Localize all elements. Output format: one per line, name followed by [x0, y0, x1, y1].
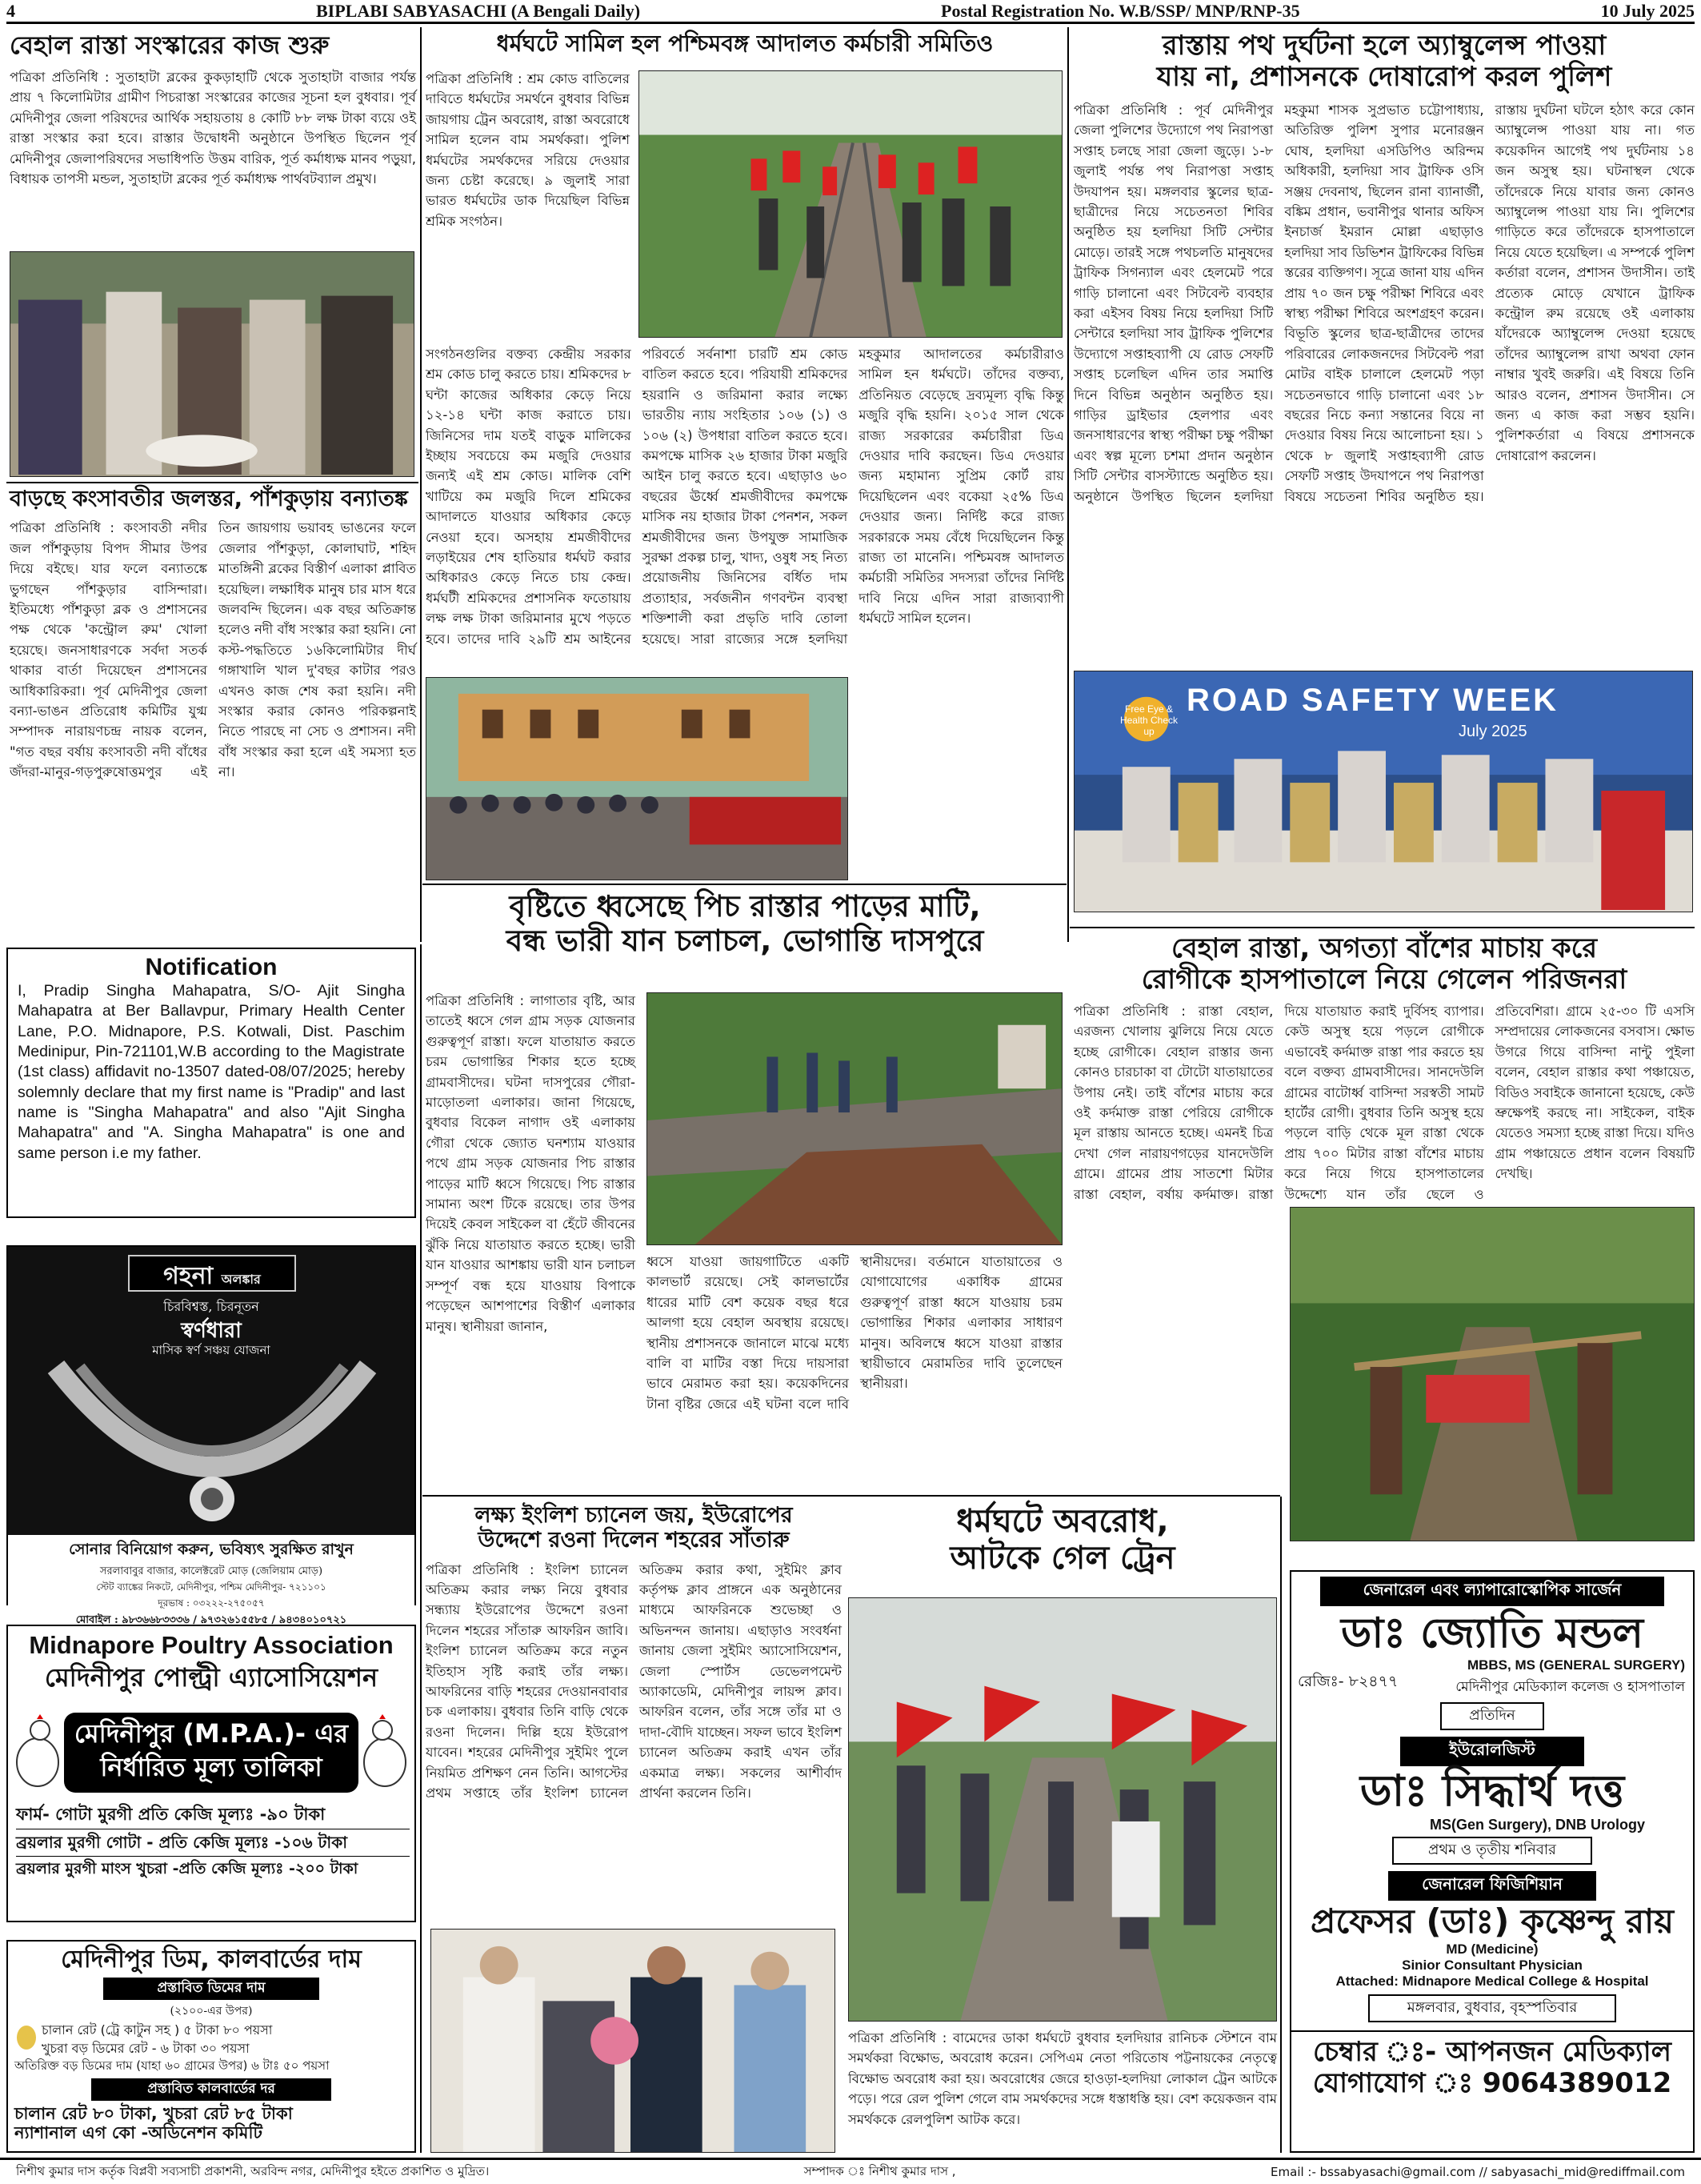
doctor-3-attached: Attached: Midnapore Medical College & Hospital — [1335, 1973, 1649, 1989]
article-body: পত্রিকা প্রতিনিধি : পূর্ব মেদিনীপুর জেলা পুলিশের উদ্যোগে পথ নিরাপত্তা সপ্তাহ চলছে সারা জেলা জুড়ে। ১-৮ জুলাই পর্যন্ত পথ নিরাপত্তা সপ্তাহ উদযাপন হয়। মঙ্গলবার স্কুলের ছাত্র-ছাত্রীদের নিয়ে সচেতনতা শিবির অনুষ্ঠিত হয় হলদিয়া সিটি সেন্টার মোড়ে। তারই সঙ্গে পথচলতি মানুষদের ট্রাফিক সিগন্যাল এবং হেলমেট পরে গাড়ি চালানো এবং সিটবেল্ট ব্যবহার করা এইসব বিষয় নিয়ে হলদিয়া সিটি সেন্টারে হলদিয়া সাব ট্রাফিক পুলিশের উদ্যোগে সপ্তাহব্যাপী যে রোড সেফটি সপ্তাহ চলেছিল এদিন তার সমাপ্তি দিনে বিভিন্ন অনুষ্ঠান অনুষ্ঠিত হয়। গাড়ির ড্রাইভার হেলপার এবং জনসাধারণের স্বাস্থ্য পরীক্ষা চক্ষু পরীক্ষা এবং স্বল্প মূল্যে চশমা প্রদান অনুষ্ঠান সিটি সেন্টার বাসস্ট্যান্ডে অনুষ্ঠিত হয়। অনুষ্ঠানে উপস্থিত ছিলেন হলদিয়া মহকুমা শাসক সুপ্রভাত চট্টোপাধ্যায়, অতিরিক্ত পুলিশ সুপার মনোরঞ্জন ঘোষ, হলদিয়া এসডিপিও অরিন্দম অধিকারী, হলদিয়া সাব ট্রাফিক ওসি সঞ্জয় দেবনাথ, ছিলেন রানা ব্যানার্জী, বঙ্কিম প্রধান, ভবানীপুর থানার অফিস ইনচার্জ ইমরান মোল্লা এছাড়াও হলদিয়া সাব ডিভিশন ট্রাফিকের বিভিন্ন স্তরের ব্যক্তিগণ। সূত্রে জানা যায় এদিন প্রায় ৭০ জন চক্ষু পরীক্ষা শিবিরে এবং স্বাস্থ্য পরীক্ষা শিবিরে অংশগ্রহণ করেন। বিভূতি স্কুলের ছাত্র-ছাত্রীদের তাদের পরিবারের লোকজনদের সিটবেল্ট পরা মোটর বাইক চালালে হেলমেট পড়া সচেতনভাবে গাড়ি চালানো এবং ১৮ বছরের নিচে কন্যা সন্তানের বিয়ে না দেওয়ার বিষয় নিয়ে আলোচনা হয়। ১ থেকে ৮ জুলাই সপ্তাহব্যাপী রোড সেফটি সপ্তাহ উদযাপনে পথ নিরাপত্তা বিষয়ে সচেতনা শিবির অনুষ্ঠিত হয়। রাস্তায় দুর্ঘটনা ঘটলে হঠাৎ করে কোন অ্যাম্বুলেন্স পাওয়া যায় না। গত কয়েকদিন আগেই পথ দুর্ঘটনায় ১৪ জন অসুস্থ হয়। ঘটনাস্থল থেকে তাঁদেরকে নিয়ে যাবার জন্য কোনও অ্যাম্বুলেন্স পাওয়া যায় নি। পুলিশের গাড়িতে করে তাঁদেরকে হাসপাতালে নিয়ে যেতে হয়েছিল। এ সম্পর্কে পুলিশ কর্তারা বলেন, প্রশাসন উদাসীন। তাই প্রত্যেক মোড়ে যেখানে ট্রাফিক কন্ট্রোল রুম রয়েছে ওই এলাকায় যাঁদেরকে অ্যাম্বুলেন্স দেওয়া হয়েছে তাঁদের অ্যাম্বুলেন্স রাখা অথবা ফোন নাম্বার খুবই জরুরি। এই বিষয়ে তিনি আরও বলেন, প্রশাসন উদাসীন। সে জন্য এ কাজ করা সম্ভব হয়নি। পুলিশকর্তারা এ বিষয়ে প্রশাসনকে দোষারোপ করলেন। — [1074, 102, 1695, 504]
masthead — [6, 0, 1695, 24]
postal-registration: Postal Registration No. W.B/SSP/ MNP/RNP-35 — [941, 0, 1300, 21]
ad-footer — [8, 1535, 414, 1626]
banner-title: ROAD SAFETY WEEK — [1187, 683, 1559, 718]
headline-line-1: বেহাল রাস্তা, অগত্যা বাঁশের মাচায় করে — [1171, 932, 1598, 964]
doctor-2-degree: MS(Gen Surgery), DNB Urology — [1429, 1816, 1645, 1833]
necklace-image — [24, 1359, 400, 1527]
article-swimmer — [426, 1503, 842, 1927]
poultry-price-box — [6, 1625, 416, 1922]
section-rule — [6, 482, 418, 483]
ad-phone: দূরভাষ : ০৩২২২-২৭৫০৫৭ — [158, 1597, 265, 1609]
doctor-1-degree: MBBS, MS (GENERAL SURGERY) — [1467, 1657, 1685, 1673]
egg-subheading: প্রস্তাবিত ডিমের দাম — [103, 1978, 319, 2000]
headline: বেহাল রাস্তা সংস্কারের কাজ শুরু — [10, 31, 330, 60]
section-rule — [422, 884, 1067, 885]
headline-line-2: বন্ধ ভারী যান চলাচল, ভোগান্তি দাসপুরে — [506, 923, 984, 958]
ad-mobile: মোবাইল : ৯৮৩৬৬৮৩৩৩৬ / ৯৭৩২৬১৫৫৮৫ / ৯৪৩৪০১০৭২১ — [75, 1614, 347, 1626]
headline-line-1: বৃষ্টিতে ধ্বসেছে পিচ রাস্তার পাড়ের মাটি, — [509, 889, 981, 924]
column-rule — [420, 944, 422, 2153]
photo-railway-protest — [638, 70, 1063, 338]
headline-line-2: আটকে গেল ট্রেন — [950, 1540, 1175, 1577]
egg-title: মেদিনীপুর ডিম, কালবার্ডের দাম — [61, 1946, 362, 1974]
doctor-3-days: মঙ্গলবার, বুধবার, বৃহস্পতিবার — [1368, 1994, 1616, 2022]
egg-rate-1: চালান রেট (ট্রে কাটুন সহ ) ৫ টাকা ৮০ পয়সা — [42, 2022, 273, 2038]
article-lead: পত্রিকা প্রতিনিধি : শ্রম কোড বাতিলের দাবিতে ধর্মঘটের সমর্থনে বুধবার বিভিন্ন জায়গায় ট্রেন অবরোধ, রাস্তা অবরোধে সামিল হলেন বাম সমর্থকরা। পুলিশ ধর্মঘটের সমর্থকদের সরিয়ে দেওয়ার জন্য চেষ্টা করেছে। ৯ জুলাই সারা ভারত ধর্মঘটের ডাক দিয়েছিল বিভিন্ন শ্রমিক সংগঠন। — [426, 71, 630, 229]
jewellery-ad — [6, 1245, 416, 1626]
egg-committee: ন্যাশানাল এগ কো -অডিনেশন কমিটি — [14, 2123, 262, 2143]
headline-line-2: রোগীকে হাসপাতালে নিয়ে গেলেন পরিজনরা — [1141, 964, 1627, 996]
article-body: পত্রিকা প্রতিনিধি : বামেদের ডাকা ধর্মঘটে বুধবার হলদিয়ার রানিচক স্টেশনে বাম সমর্থকরা বিক্ষোভ, অবরোধ করেন। সেপিএম নেতা পরিতোষ পট্টনায়কের নেতৃত্বে বিক্ষোভ অবরোধ করা হয়। অবরোধের জেরে হাওড়া-হলদিয়া লোকাল ট্রেন আটকে পড়ে। পরে রেল পুলিশ গেলে বাম সমর্থকদের সঙ্গে ধস্তাধস্তি হয়। বেশ কয়েকজন বাম সমর্থককে রেলপুলিশ আটক করে। — [848, 2030, 1277, 2127]
paper-name: BIPLABI SABYASACHI (A Bengali Daily) — [316, 0, 641, 21]
photo-swimmer-felicitation — [430, 1929, 835, 2153]
article-body: পত্রিকা প্রতিনিধি : রাস্তা বেহাল, এরজন্য খোলায় ঝুলিয়ে নিয়ে যেতে হচ্ছে রোগীকে। বেহাল রাস্তার জন্য কোনও চারচাকা বা টোটো যাতায়াতের উপায় নেই। তাই বাঁশের মাচায় করে ওই কর্দমাক্ত রাস্তা পেরিয়ে রোগীকে মূল রাস্তায় আনতে হচ্ছে। এমনই চিত্র দেখা গেল নারায়ণগড়ের যানদেউলি গ্রামে। গ্রামের প্রায় সাতশো মিটার রাস্তা বেহাল, বর্ষায় কর্দমাক্ত। রাস্তা দিয়ে যাতায়াত করাই দুর্বিসহ ব্যাপার। কেউ অসুস্থ হয়ে পড়লে রোগীকে এভাবেই কর্দমাক্ত রাস্তা পার করতে হয় বলে বক্তব্য গ্রামবাসীদের। সানদেউলি গ্রামের বাটোর্ধ্ব বাসিন্দা সরস্বতী সামট হার্টের রোগী। বুধবার তিনি অসুস্থ হয়ে পড়লে বাড়ি থেকে মূল রাস্তা থেকে প্রায় ৭০০ মিটার রাস্তা বাঁশের মাচায় করে নিয়ে গিয়ে হাসপাতালের উদ্দেশ্যে যান তাঁর ছেলে ও প্রতিবেশিরা। গ্রামে ২৫-৩০ টি এসসি সম্প্রদায়ের লোকজনের বসবাস। ক্ষোভ উগরে গিয়ে বাসিন্দা নান্টু পুইলা বলেন, বেহাল রাস্তার কথা পঞ্চায়েত, বিডিও সবাইকে জানানো হয়েছে, কেউ ভ্রুক্ষেপই করছে না। সাইকেল, বাইক যেতেও সমস্যা হচ্ছে রাস্তা দিয়ে। যদিও গ্রাম পঞ্চায়েতে প্রধান বলেন বিষয়টি দেখছি। — [1074, 1003, 1695, 1202]
doctor-1-specialty: জেনারেল এবং ল্যাপারোস্কোপিক সার্জেন — [1320, 1577, 1664, 1606]
photo-landslide — [646, 992, 1063, 1245]
photo-inauguration — [10, 251, 414, 477]
article-body: সংগঠনগুলির বক্তব্য কেন্দ্রীয় সরকার শ্রম কোড চালু করতে চায়। শ্রমিকদের ৮ ঘন্টা কাজের অধিকার কেড়ে নিয়ে ১২-১৪ ঘন্টা কাজ করাতে চায়। জিনিসের দাম যতই বাড়ুক মালিকের ইচ্ছায় সবচেয়ে কম মজুরি দেওয়ার জন্যই এই শ্রম কোড। মালিক বেশি খাটিয়ে কম মজুরি দিলে শ্রমিকের আদালতে যাওয়ার অধিকার কেড়ে নেওয়া হবে। অসহায় শ্রমজীবীদের লড়াইয়ের শেষ হাতিয়ার ধর্মঘট করার অধিকারও কেড়ে নিতে চায় কেন্দ্র। ধর্মঘটী শ্রমিকদের প্রশাসনিক ফতোয়ায় লক্ষ লক্ষ টাকা জরিমানার মুখে পড়তে হবে। তাদের দাবি ২৯টি শ্রম আইনের পরিবর্তে সর্বনাশা চারটি শ্রম কোড বাতিল করতে হবে। পরিযায়ী শ্রমিকদের হয়রানি ও জরিমানা করার লক্ষ্যে ভারতীয় ন্যায় সংহিতার ১০৬ (১) ও ১০৬ (২) উপধারা বাতিল করতে হবে। কমপক্ষে মাসিক ২৬ হাজার টাকা মজুরি আইন চালু করতে হবে। এছাড়াও ৬০ বছরের ঊর্ধ্বে শ্রমজীবীদের কমপক্ষে মাসিক নয় হাজার টাকা পেনশন, সকল শ্রমজীবীদের জন্য উপযুক্ত সামাজিক সুরক্ষা প্রকল্প চালু, খাদ্য, ওষুধ সহ নিত্য প্রয়োজনীয় জিনিসের বর্ধিত দাম প্রত্যাহার, সর্বজনীন গণবন্টন ব্যবস্থা শক্তিশালী করা প্রভৃতি দাবি তোলা হয়েছে। সারা রাজ্যের সঙ্গে হলদিয়া মহকুমার আদালতের কর্মচারীরাও সামিল হন ধর্মঘটে। তাঁদের বক্তব্য, প্রতিনিয়ত বেড়েছে দ্রব্যমূল্য বৃদ্ধি কিন্তু মজুরি বৃদ্ধি হয়নি। ২০১৫ সাল থেকে রাজ্য সরকারের কর্মচারীরা ডিএ দেওয়ার দাবি করছেন। ডিএ দেওয়ার জন্য মহামান্য সুপ্রিম কোর্ট রায় দিয়েছিলেন এবং বকেয়া ২৫% ডিএ দেওয়ার জন্য। নির্দিষ্ট করে রাজ্য সরকারকে সময় বেঁধে দিয়েছিলেন কিন্তু রাজ্য তা মানেনি। পশ্চিমবঙ্গ আদালত কর্মচারী সমিতির সদস্যরা তাঁদের নির্দিষ্ট দাবি নিয়ে এদিন সারা রাজ্যব্যাপী ধর্মঘটে সামিল হলেন। — [426, 347, 1064, 647]
column-rule — [1067, 27, 1069, 942]
section-rule — [1070, 927, 1695, 928]
section-rule — [422, 1495, 1280, 1497]
doctor-2-name: ডাঃ সিদ্ধার্থ দত্ত — [1359, 1765, 1625, 1817]
ad-scheme-name: স্বর্ণধারা — [181, 1319, 242, 1343]
ad-brand-logo: গহনা অলঙ্কার — [128, 1255, 296, 1292]
hen-icon — [360, 1713, 410, 1793]
doctor-3-name: প্রফেসর (ডাঃ) কৃষ্ণেন্দু রায় — [1311, 1901, 1674, 1941]
rate-farm: ফার্ম- গোটা মুরগী প্রতি কেজি মূল্যঃ -৯০ টাকা — [16, 1801, 410, 1829]
email-line: Email :- bssabyasachi@gmail.com // sabyasachi_mid@rediffmail.com — [1271, 2165, 1685, 2179]
doctor-3-degree: MD (Medicine) — [1446, 1941, 1539, 1957]
ad-scheme-subtitle: মাসিক স্বর্ণ সঞ্চয় যোজনা — [152, 1343, 270, 1357]
ad-address-2: স্টেট ব্যাঙ্কের নিকটে, মেদিনীপুর, পশ্চিম মেদিনীপুর- ৭২১১০১ — [96, 1581, 326, 1593]
banner-checkup: Free Eye & Health Check up — [1119, 703, 1179, 737]
editor-line: সম্পাদক ঃ নিশীথ কুমার দাস , — [803, 2163, 956, 2178]
headline-line-2: যায় না, প্রশাসনকে দোষারোপ করল পুলিশ — [1156, 61, 1612, 94]
headline-line-1: রাস্তায় পথ দুর্ঘটনা হলে অ্যাম্বুলেন্স পাওয়া — [1162, 30, 1607, 62]
ad-tagline: চিরবিশ্বস্ত, চিরনূতন — [163, 1299, 259, 1314]
chamber-contact: যোগাযোগ ঃ 9064389012 — [1312, 2067, 1672, 2100]
doctor-1-reg: রেজিঃ- ৮২৪৭৭ — [1298, 1673, 1399, 1691]
rate-broiler-meat: ব্রয়লার মুরগী মাংস খুচরা -প্রতি কেজি মূল্যঃ -২০০ টাকা — [16, 1859, 358, 1877]
doctor-1-institution: মেদিনীপুর মেডিক্যাল কলেজ ও হাসপাতাল — [1455, 1679, 1685, 1696]
article-body: পত্রিকা প্রতিনিধি : ইংলিশ চ্যানেল অতিক্রম করার লক্ষ্য নিয়ে বুধবার সন্ধ্যায় ইউরোপের উদ্দেশে রওনা দিলেন শহরের সাঁতারু আফরিন জাবি। ইংলিশ চ্যানেল অতিক্রম করে নতুন ইতিহাস সৃষ্টি করাই তাঁর লক্ষ্য। আফরিনের বাড়ি শহরের দেওয়ানবাবার চক এলাকায়। বুধবার তিনি বাড়ি থেকে রওনা দিলেন। দিল্লি হয়ে ইউরোপ যাবেন। শহরের মেদিনীপুর সুইমিং পুলে নিয়মিত প্রশিক্ষণ নেন তিনি। আগস্টের প্রথম সপ্তাহে তাঁর ইংলিশ চ্যানেল অতিক্রম করার কথা, সুইমিং ক্লাব কর্তৃপক্ষ ক্লাব প্রাঙ্গনে এক অনুষ্ঠানের মাধ্যমে আফরিনকে শুভেচ্ছা ও অভিনন্দন জানায়। এছাড়াও সংবর্ধনা জানায় জেলা সুইমিং অ্যাসোসিয়েশন, জেলা স্পোর্টস ডেভেলপমেন্ট অ্যাকাডেমি, মেদিনীপুর লায়ন্স ক্লাব। আফরিন বলেন, তাঁর সঙ্গে তাঁর মা ও দাদা-বৌদি যাচ্ছেন। সফল ভাবে ইংলিশ চ্যানেল অতিক্রম করাই এখন তাঁর একমাত্র লক্ষ্য। সকলের আশীর্বাদ প্রার্থনা করলেন তিনি। — [426, 1561, 842, 1801]
egg-rate-3: অতিরিক্ত বড় ডিমের দাম (যাহা ৬০ গ্রামের উপর) ৬ টাঃ ৫০ পয়সা — [14, 2058, 330, 2074]
doctor-3-specialty: জেনারেল ফিজিশিয়ান — [1388, 1871, 1596, 1901]
poultry-banner: মেদিনীপুর (M.P.A.)- এর নির্ধারিত মূল্য তালিকা — [64, 1713, 358, 1793]
headline-line-2: উদ্দেশে রওনা দিলেন শহরের সাঁতারু — [478, 1528, 790, 1553]
notification-title: Notification — [145, 954, 278, 980]
publisher-line: নিশীথ কুমার দাস কর্তৃক বিপ্লবী সব্যসাচী প্রকাশনী, অরবিন্দ নগর, মেদিনীপুর হইতে প্রকাশিত ও মুদ্রিত। — [16, 2163, 490, 2178]
kalbird-subheading: প্রস্তাবিত কালবার্ডের দর — [91, 2078, 331, 2101]
doctor-3-role: Sinior Consultant Physician — [1402, 1957, 1583, 1973]
photo-train-blockade — [848, 1597, 1277, 2022]
banner-dates: July 2025 — [1459, 723, 1527, 740]
article-body: পত্রিকা প্রতিনিধি : সুতাহাটা ব্লকের কুকড়াহাটি থেকে সুতাহাটা বাজার পর্যন্ত প্রায় ৭ কিলোমিটার গ্রামীণ পিচরাস্তা সংস্কারের কাজের সূচনা হল বুধবার। পূর্ব মেদিনীপুর জেলা পরিষদের আর্থিক সহায়তায় ৪ কোটি ৮৮ লক্ষ টাকা ব্যয়ে ওই রাস্তা সংস্কার করা হবে। রাস্তার উদ্বোধনী অনুষ্ঠানে উপস্থিত ছিলেন পূর্ব মেদিনীপুর জেলাপরিষদের সভাধিপতি উত্তম বারিক, পূর্ত কর্মাধ্যক্ষ মানব পড়ুয়া, বিধায়ক তাপসী মন্ডল, সুতাহাটা ব্লকের পূর্ত কর্মাধ্যক্ষ পার্থবটব্যাল প্রমুখ। — [10, 69, 416, 186]
issue-date: 10 July 2025 — [1600, 0, 1695, 21]
notification-body: I, Pradip Singha Mahapatra, S/O- Ajit Singha Mahapatra at Ber Ballavpur, Primary Health Center Lane, P.O. Midnapore, P.S. Kotwali, Dist. Paschim Medinipur, Pin-721101,W.B according to the Magistrate (1st class) affidavit no-13507 dated-08/07/2025; hereby solemnly declare that my first name is "Pradip" and last name is "Singha Mahapatra" and also "Ajit Singha Mahapatra" and "A. Singha Mahapatra" is one and same person i.e my father. — [18, 982, 405, 1162]
page-footer — [0, 2158, 1701, 2184]
article-body-col1: পত্রিকা প্রতিনিধি : লাগাতার বৃষ্টি, আর তাতেই ধ্বসে গেল গ্রাম সড়ক যোজনার গুরুত্বপূর্ণ রাস্তা। ফলে যাতায়াত করতে চরম ভোগান্তির শিকার হতে হচ্ছে গ্রামবাসীদের। ঘটনা দাসপুরের গৌরা-মাড়োতলা এলাকার। জানা গিয়েছে, বুধবার বিকেল নাগাদ ওই এলাকায় গৌরা থেকে জ্যোত ঘনশ্যাম যাওয়ার পথে গ্রাম সড়ক যোজনার পিচ রাস্তার পাড়ের মাটি ধ্বসে গিয়েছে। পিচ রাস্তার সামান্য অংশ টিকে রয়েছে। তার উপর দিয়েই কেবল সাইকেল বা হেঁটে জীবনের ঝুঁকি নিয়ে যাতায়াত করতে হচ্ছে। ভারী যান যাওয়ার আশঙ্কায় ভারী যান চলাচল সম্পূর্ণ বন্ধ হয়ে যাওয়ায় বিপাকে পড়েছেন আশপাশের বিস্তীর্ণ এলাকার মানুষ। স্থানীয়রা জানান, — [426, 993, 635, 1334]
doctor-1-name: ডাঃ জ্যোতি মন্ডল — [1340, 1609, 1644, 1657]
headline-line-1: ধর্মঘটে অবরোধ, — [956, 1503, 1169, 1540]
article-road-repair — [10, 32, 416, 250]
chamber-name: চেম্বার ঃ- আপনজন মেডিক্যাল — [1291, 2030, 1693, 2068]
egg-note: (২১০০-এর উপর) — [170, 2004, 253, 2018]
article-flood-alert — [10, 487, 416, 940]
doctors-ad — [1290, 1570, 1695, 2153]
doctor-2-days: প্রথম ও তৃতীয় শনিবার — [1392, 1837, 1592, 1865]
photo-road-safety-week — [1074, 671, 1693, 912]
doctor-2-specialty: ইউরোলজিস্ট — [1400, 1737, 1584, 1766]
photo-patient-carried — [1290, 1207, 1695, 1541]
poultry-rates — [16, 1801, 410, 1881]
egg-price-box — [6, 1940, 416, 2153]
column-rule — [1280, 1497, 1282, 2153]
article-body-col2: ধ্বসে যাওয়া জায়গাটিতে একটি কালভার্ট রয়েছে। সেই কালভার্টের ধারের মাটি বেশ কয়েক বছর ধরে আলগা হয়ে বেহাল অবস্থায় রয়েছে। স্থানীয় প্রশাসনকে জানালে মাঝে মধ্যে বালি বা মাটির বস্তা দিয়ে দায়সারা ভাবে মেরামত করা হয়। কয়েকদিনের টানা বৃষ্টির জেরে এই ঘটনা বলে দাবি স্থানীয়দের। বর্তমানে যাতায়াতের ও যোগাযোগের একাধিক গ্রামের গুরুত্বপূর্ণ রাস্তা ধ্বসে যাওয়ায় চরম ভোগান্তির শিকার এলাকার সাধারণ মানুষ। অবিলম্বে ধ্বসে যাওয়া রাস্তার স্থায়ীভাবে মেরামতির দাবি তুলেছেন স্থানীয়রা। — [646, 1254, 1063, 1412]
article-body: পত্রিকা প্রতিনিধি : কংসাবতী নদীর জল পাঁশকুড়ায় বিপদ সীমার উপর দিয়ে বইছে। যার ফলে বন্যাতঙ্কে ভুগছেন পাঁশকুড়ার বাসিন্দারা। ইতিমধ্যে পাঁশকুড়া ব্লক ও প্রশাসনের পক্ষ থেকে 'কন্ট্রোল রুম' খোলা হয়েছে। জনসাধারণকে সর্বদা সতর্ক থাকার বার্তা দিয়েছেন প্রশাসনের আধিকারিকরা। পূর্ব মেদিনীপুর জেলা বন্যা-ভাঙন প্রতিরোধ কমিটির যুগ্ম সম্পাদক নারায়ণচন্দ্র নায়ক বলেন, "গত বছর বর্ষায় কংসাবতী নদী বাঁধের জঁদরা-মানুর-গড়পুরুষোত্তমপুর এই তিন জায়গায় ভয়াবহ ভাঙনের ফলে জেলার পাঁশকুড়া, কোলাঘাট, শহিদ মাতঙ্গিনী ব্লকের বিস্তীর্ণ এলাকা প্লাবিত হয়েছিল। লক্ষাধিক মানুষ চার মাস ধরে জলবন্দি ছিলেন। এক বছর অতিক্রান্ত হলেও নদী বাঁধ সংস্কার করা হয়নি। নো কস্ট-পদ্ধতিতে ১৬কিলোমিটার দীর্ঘ গঙ্গাখালি খাল দু'বছর কাটার পরও এখনও কাজ শেষ করা হয়নি। নদী সংস্কার করার কোনও পরিকল্পনাই নিতে পারছে না সেচ ও প্রশাসন। নদী বাঁধ সংস্কার করা হলে এই সমস্যা হত না। — [10, 520, 416, 780]
poultry-title-bn: মেদিনীপুর পোল্ট্রী এ্যাসোসিয়েশন — [44, 1662, 378, 1693]
photo-court-staff-rally — [426, 677, 848, 880]
hen-icon — [13, 1713, 62, 1793]
article-train-blockade — [848, 1503, 1277, 2153]
egg-icon — [14, 2022, 38, 2054]
rate-broiler: ব্রয়লার মুরগী গোটা - প্রতি কেজি মূল্যঃ -১০৬ টাকা — [16, 1829, 410, 1857]
column-rule — [420, 27, 422, 942]
kalbird-rate: চালান রেট ৮০ টাকা, খুচরা রেট ৮৫ টাকা — [14, 2103, 293, 2123]
notification-box — [6, 948, 416, 1218]
egg-rate-2: খুচরা বড় ডিমের রেট - ৬ টাকা ৩০ পয়সা — [42, 2040, 250, 2056]
headline: বাড়ছে কংসাবতীর জলস্তর, পাঁশকুড়ায় বন্যাতঙ্ক — [10, 487, 408, 511]
page-number: 4 — [6, 0, 15, 21]
article-dashpur-landslide — [426, 890, 1064, 1492]
article-road-safety — [1074, 30, 1695, 922]
headline: ধর্মঘটে সামিল হল পশ্চিমবঙ্গ আদালত কর্মচারী সমিতিও — [496, 30, 994, 57]
doctor-1-days: প্রতিদিন — [1440, 1702, 1544, 1730]
ad-slogan: সোনার বিনিয়োগ করুন, ভবিষ্যৎ সুরক্ষিত রাখুন — [69, 1541, 354, 1558]
headline-line-1: লক্ষ্য ইংলিশ চ্যানেল জয়, ইউরোপের — [474, 1503, 793, 1528]
poultry-title-en: Midnapore Poultry Association — [29, 1631, 394, 1659]
ad-address: সরলাবাবুর বাজার, কালেক্টরেট মোড় (জেলিয়াম মোড়) — [99, 1565, 323, 1577]
